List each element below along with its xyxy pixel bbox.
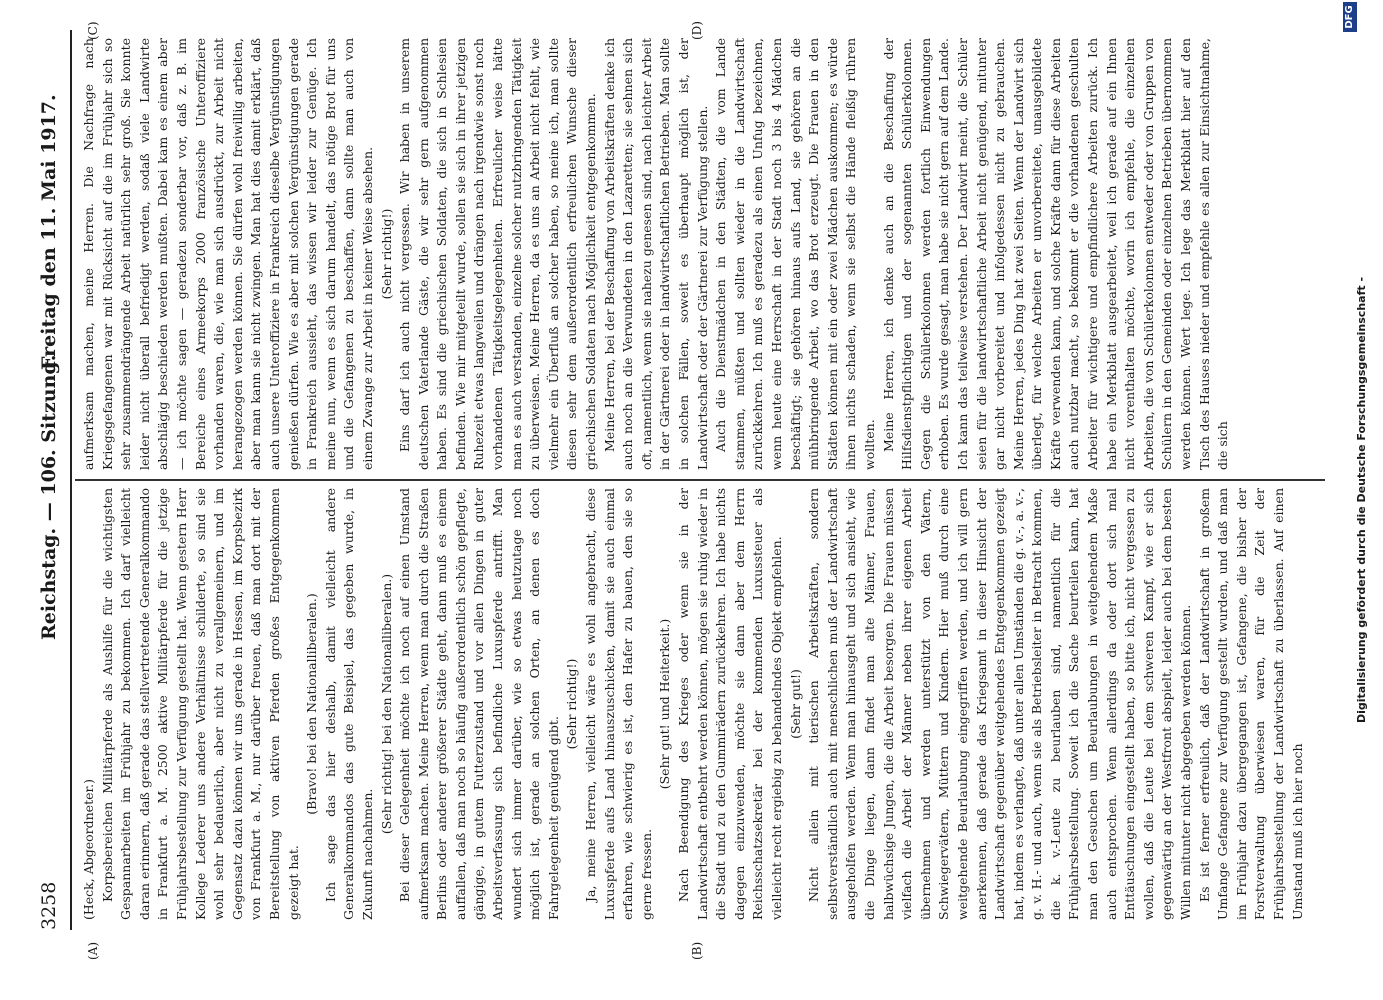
paragraph: Ich sage das hier deshalb, damit vielleicht andere Generalkommandos das gute Beispiel, das gegeben wurde, in Zukunft nachahmen. <box>322 488 375 920</box>
session-title: Reichstag. — 106. Sitzung. <box>38 354 60 640</box>
digitization-credit: Digitalisierung gefördert durch die Deutsche Forschungsgemeinschaft - <box>1355 276 1368 724</box>
paragraph: Eins darf ich auch nicht vergessen. Wir haben in unserem deutschen Vaterlande Gäste, die wir sehr gern aufgenommen haben. Es sind die griechischen Soldaten, die sich in Schlesien befinden. Wie mir mitgeteilt wurde, sollen sie sich in ihrer jetzigen Ruhezeit etwas langweilen und drängen nach irgendwie sonst noch vorhandenen Tätigkeitsgelegenheiten. Erfreulicher weise hätte man es auch verstanden, einzelne solcher nutzbringenden Tätigkeit zu überweisen. Meine Herren, da es uns an Arbeit nicht fehlt, wie vielmehr ein Überfluß an solcher haben, so meine ich, man sollte diesen sehr dem außerordentlich erfreulichen Wunsche dieser griechischen Soldaten nach Möglichkeit entgegenkommen. <box>397 38 599 470</box>
interjection: (Sehr richtig! bei den Nationalliberalen.) <box>378 573 394 835</box>
header-rule <box>70 30 72 930</box>
paragraph: Nicht allein mit tierischen Arbeitskräften, sondern selbstverständlich auch mit menschlichen muß der Landwirtschaft ausgeholfen werden. Wenn man hinausgeht und sich ansieht, wie die Dinge liegen, dann findet man alte Männer, Frauen, halbwüchsige Jungen, die die Arbeit besorgen. Die Frauen müssen vielfach die Arbeit der Männer neben ihrer eigenen Arbeit übernehmen und werden unterstützt von den Vätern, Schwiegervätern, Müttern und Kindern. Hier muß durch eine weitgehende Beurlaubung eingegriffen werden, und ich will gern anerkennen, daß gerade das Kriegsamt in dieser Hinsicht der Landwirtschaft gegenüber weitgehendes Entgegenkommen gezeigt hat, indem es verlangte, daß unter allen Umständen die g. v.-, a. v.-, g. v. H.- und auch, wenn sie als Betriebsleiter in Betracht kommen, die k. v.-Leute zu beurlauben sind, namentlich für die Frühjahrsbestellung. Soweit ich die Sache beurteilen kann, hat man den Gesuchen um Beurlaubungen in weitgehendem Maße auch entsprochen. Wenn allerdings da oder dort sich mal Enttäuschungen eingestellt haben, so bitte ich, nicht vergessen zu wollen, daß die Leute bei dem schweren Kampf, wie er sich gegenwärtig an der Westfront abspielt, leider auch bei dem besten Willen mitunter nicht abgegeben werden können. <box>806 488 1194 920</box>
paragraph: Bei dieser Gelegenheit möchte ich noch auf einen Umstand aufmerksam machen. Meine Herren, wenn man durch die Straßen Berlins oder anderer größerer Städte geht, dann muß es einem auffallen, daß man noch so häufig außerordentlich schön gepflegte, gängige, in gutem Futterzustand und vor allen Dingen in guter Arbeitsverfassung sich befindliche Luxuspferde antrifft. Man wundert sich immer darüber, wie so etwas heutzutage noch möglich ist, gerade an solchen Orten, an denen es doch Fahrgelegenheit genügend gibt. <box>397 488 561 920</box>
paragraph: Meine Herren, ich denke auch an die Beschaffung der Hilfsdienstpflichtigen und der sogenannten Schülerkolonnen. Gegen die Schülerkolonnen werden fortlich Einwendungen erhoben. Es wurde gesagt, man habe sie nicht gern auf dem Lande. Ich kann das teilweise verstehen. Der Landwirt meint, die Schüler seien für die landwirtschaftliche Arbeit nicht genügend, mitunter gar nicht vorbereitet und infolgedessen nicht zu gebrauchen. Meine Herren, jedes Ding hat zwei Seiten. Wenn der Landwirt sich überlegt, für welche Arbeiten er unvorbereitete, unausgebildete Kräfte verwenden kann, und solche Kräfte dann für diese Arbeiten auch nutzbar macht, so bekommt er die vorhandenen geschulten Arbeiter für wichtigere und empfindlichere Arbeiten zurück. Ich habe ein Merkblatt ausgearbeitet, weil ich gerade auf ein Ihnen nicht vorenthalten möchte, worin ich empfehle, die einzelnen Arbeiten, die von Schülerkolonnen entweder oder von Gruppen von Schülern in den Gemeinden oder einzelnen Betrieben übernommen werden können. Wert lege. Ich lege das Merkblatt hier auf den Tisch des Hauses nieder und empfehle es allen zur Einsichtnahme, die sich <box>880 38 1231 470</box>
paragraph: Meine Herren, bei der Beschaffung von Arbeitskräften denke ich auch noch an die Verwundeten in den Lazaretten; sie sehnen sich oft, namentlich, wenn sie nahezu genesen sind, nach leichter Arbeit in der Gärtnerei oder in landwirtschaftlichen Betrieben. Man sollte in solchen Fällen, soweit es überhaupt möglich ist, der Landwirtschaft oder der Gärtnerei zur Verfügung stellen. <box>601 38 710 470</box>
paragraph: Nach Beendigung des Krieges oder wenn sie in der Landwirtschaft entbehrt werden können, mögen sie ruhig wieder in die Stadt und zu den Gummirädern zurückkehren. Ich habe nichts dagegen einzuwenden, möchte sie dann aber dem Herrn Reichsschatzsekretär bei der kommenden Luxussteuer als vielleicht recht ergiebig zu behandelndes Objekt empfehlen. <box>676 488 784 920</box>
column-divider <box>75 479 1325 481</box>
interjection: (Bravo! bei den Nationalliberalen.) <box>304 593 320 815</box>
paragraph: Auch die Dienstmädchen in den Städten, die vom Lande stammen, müßten und sollten wieder in die Landwirtschaft zurückkehren. Ich muß es geradezu als einen Unfug bezeichnen, wenn heute eine Herrschaft in der Stadt noch 3 bis 4 Mädchen beschäftigt; sie gehören hinaus aufs Land, sie gehören an die mühbringende Arbeit, wo das Brot erzeugt. Die Frauen in den Städten können mit ein oder zwei Mädchen auskommen; es würde ihnen nichts schaden, wenn sie selbst die Hände fleißig rühren wollten. <box>713 38 877 470</box>
margin-mark-b: (B) <box>690 941 704 960</box>
page-header <box>38 30 64 930</box>
interjection: (Sehr gut!) <box>787 669 803 739</box>
right-column <box>80 38 1320 470</box>
paragraph: Korpsbereichen Militärpferde als Aushilfe für die wichtigsten Gespannarbeiten im Frühjahr zu bekommen. Ich darf vielleicht daran erinnern, daß gerade das stellvertretende Generalkommando in Frankfurt a. M. 2500 aktive Militärpferde für die jetzige Frühjahrsbestellung zur Verfügung gestellt hat. Wenn gestern Herr Kollege Lederer uns andere Verhältnisse schilderte, so sind sie wohl sehr bedauerlich, aber nicht zu verallgemeinern, und im Gegensatz dazu können wir uns gerade in Hessen, im Korpsbezirk von Frankfurt a. M., nur darüber freuen, daß man dort mit der Bereitstellung von aktiven Pferden großes Entgegenkommen gezeigt hat. <box>99 488 301 920</box>
dfg-logo: DFG <box>1343 2 1357 32</box>
paragraph: Ja, meine Herren, vielleicht wäre es wohl angebracht, diese Luxuspferde aufs Land hinauszuschicken, damit sie auch einmal erfahren, wie schwierig es ist, den Hafer zu bauen, den sie so gerne fressen. <box>583 488 654 920</box>
margin-mark-a: (A) <box>86 941 100 960</box>
page-number: 3258 <box>38 881 60 930</box>
interjection: (Sehr gut! und Heiterkeit.) <box>657 618 673 790</box>
interjection: (Sehr richtig!) <box>378 208 394 300</box>
margin-mark-c: (C) <box>86 21 100 40</box>
date-title: Freitag den 11. Mai 1917. <box>38 94 60 370</box>
margin-mark-d: (D) <box>690 21 704 40</box>
paragraph: Es ist ferner erfreulich, daß der Landwirtschaft in großem Umfange Gefangene zur Verfügung gestellt wurden, und daß man im Frühjahr dazu übergegangen ist, Gefangene, die bisher der Forstverwaltung überwiesen waren, für die Zeit der Frühjahrsbestellung der Landwirtschaft zu überlassen. Auf einen Umstand muß ich hier noch <box>1196 488 1305 920</box>
left-column <box>80 488 1320 920</box>
interjection: (Sehr richtig!) <box>564 658 580 750</box>
speaker-line: (Heck, Abgeordneter.) <box>81 779 96 920</box>
paragraph: aufmerksam machen, meine Herren. Die Nachfrage nach Kriegsgefangenen war mit Rücksicht auf die im Frühjahr sich so sehr zusammendrängende Arbeit natürlich sehr groß. Sie konnte leider nicht überall befriedigt werden, sodaß viele Landwirte abschlägig beschieden werden mußten. Dabei kam es einem aber — ich möchte sagen — geradezu sonderbar vor, daß z. B. im Bereiche eines Armeekorps 2000 französische Unteroffiziere vorhanden waren, die, wie man sich ausdrückt, zur Arbeit nicht herangezogen werden können. Sie dürfen wohl freiwillig arbeiten, aber man kann sie nicht zwingen. Man hat dies damit erklärt, daß auch unsere Unteroffiziere in Frankreich dieselbe Vergünstigungen genießen dürfen. Wie es aber mit solchen Vergünstigungen gerade in Frankreich aussieht, das wissen wir leider zur Genüge. Ich meine nun, wenn es sich darum handelt, das nötige Brot für uns und die Gefangenen zu beschaffen, dann sollte man auch von einem Zwange zur Arbeit in keiner Weise absehen. <box>81 38 375 470</box>
